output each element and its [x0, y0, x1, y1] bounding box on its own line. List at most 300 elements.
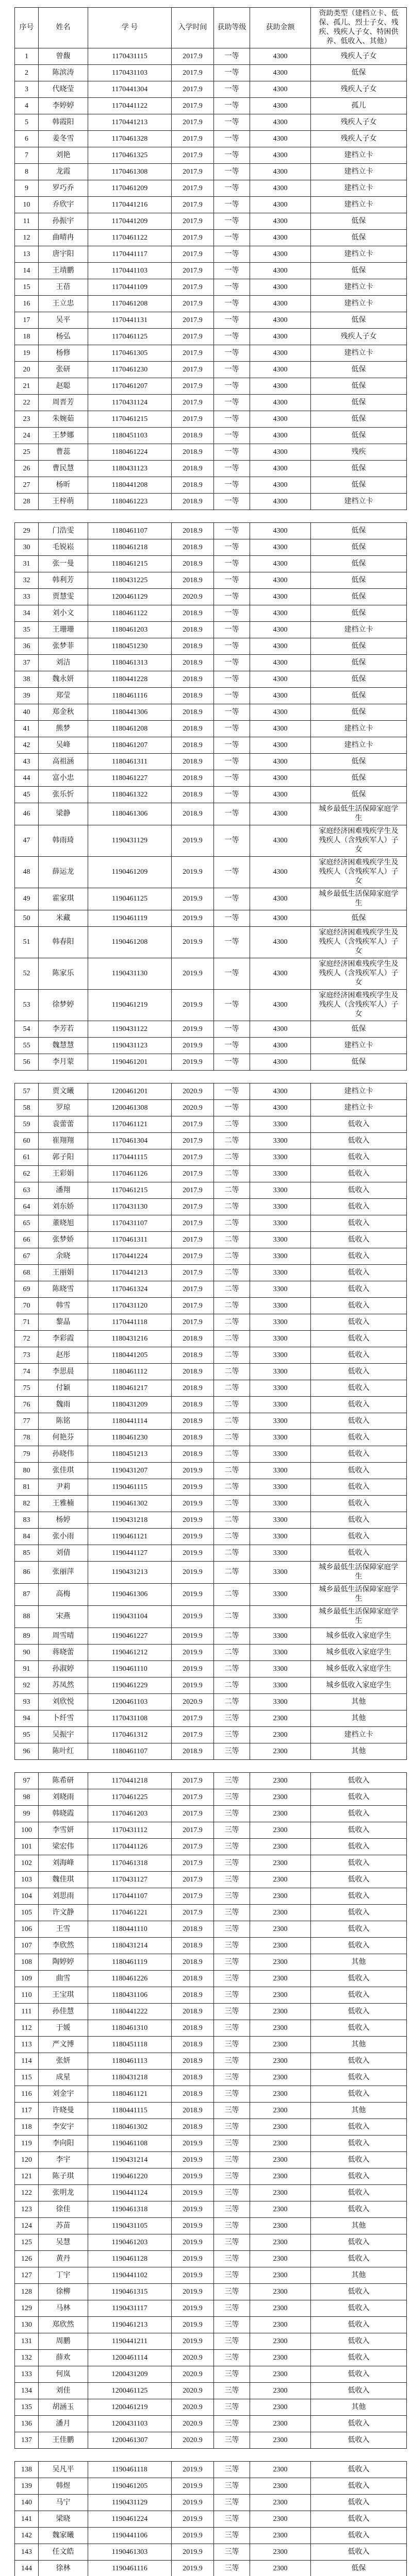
- cell-name: 唐宇阳: [39, 246, 88, 263]
- cell-name: 张一曼: [39, 556, 88, 572]
- cell-type: 低收入: [311, 1921, 407, 1938]
- cell-type: 低收入: [311, 1116, 407, 1133]
- table-row: [15, 1839, 407, 1855]
- cell-level: 一等: [214, 754, 250, 770]
- cell-date: 2018.9: [172, 737, 214, 754]
- cell-date: 2020.9: [172, 2416, 214, 2432]
- cell-type: 城乡低收入家庭学生: [311, 1677, 407, 1694]
- cell-type: 其他: [311, 1694, 407, 1710]
- cell-name: 张梦娇: [39, 1232, 88, 1248]
- cell-type: 其他: [311, 1954, 407, 1971]
- cell-amount: 4300: [250, 721, 311, 737]
- cell-id: 1180461113: [88, 2053, 172, 2070]
- cell-no: 122: [15, 2185, 39, 2201]
- cell-id: 1180461107: [88, 523, 172, 539]
- cell-level: 一等: [214, 230, 250, 246]
- cell-amount: 4300: [250, 888, 311, 910]
- cell-id: 1190461229: [88, 1677, 172, 1694]
- cell-date: 2017.9: [172, 1727, 214, 1743]
- cell-amount: 4300: [250, 638, 311, 655]
- cell-name: 何岚: [39, 2366, 88, 2383]
- cell-amount: 2300: [250, 2037, 311, 2053]
- cell-type: 低收入: [311, 2544, 407, 2561]
- cell-name: 王雅楠: [39, 1496, 88, 1512]
- cell-no: 95: [15, 1727, 39, 1743]
- cell-no: 10: [15, 197, 39, 213]
- cell-type: 低收入: [311, 1529, 407, 1545]
- header-name: 姓名: [39, 8, 88, 48]
- table-row: [15, 523, 407, 539]
- cell-date: 2019.9: [172, 1529, 214, 1545]
- cell-name: 马宁: [39, 2495, 88, 2511]
- cell-date: 2020.9: [172, 2366, 214, 2383]
- cell-name: 陈希研: [39, 1773, 88, 1789]
- cell-id: 1170431124: [88, 395, 172, 411]
- table-row: [15, 1166, 407, 1182]
- cell-amount: 2300: [250, 2333, 311, 2350]
- cell-name: 富小忠: [39, 770, 88, 787]
- cell-name: 李宇: [39, 2152, 88, 2168]
- cell-type: 低保: [311, 263, 407, 279]
- cell-type: 低保: [311, 1054, 407, 1071]
- table-row: [15, 1773, 407, 1789]
- cell-name: 梁晓: [39, 2511, 88, 2528]
- table-row: [15, 1855, 407, 1872]
- cell-no: 32: [15, 572, 39, 589]
- cell-date: 2017.9: [172, 279, 214, 296]
- cell-amount: 2300: [250, 2004, 311, 2020]
- cell-level: 二等: [214, 1182, 250, 1199]
- cell-no: 11: [15, 213, 39, 230]
- cell-date: 2019.9: [172, 2185, 214, 2201]
- cell-name: 刘佳: [39, 2383, 88, 2399]
- cell-type: 低收入: [311, 1496, 407, 1512]
- cell-amount: 2300: [250, 2462, 311, 2478]
- cell-amount: 3300: [250, 1364, 311, 1380]
- table-row: [15, 638, 407, 655]
- cell-amount: 3300: [250, 1512, 311, 1529]
- cell-name: 严文博: [39, 2037, 88, 2053]
- table-row: [15, 1100, 407, 1116]
- cell-date: 2019.9: [172, 1479, 214, 1496]
- cell-amount: 3300: [250, 1166, 311, 1182]
- cell-no: 103: [15, 1872, 39, 1888]
- cell-type: 低收入: [311, 2317, 407, 2333]
- cell-name: 李思晨: [39, 1364, 88, 1380]
- cell-no: 27: [15, 477, 39, 494]
- cell-no: 17: [15, 312, 39, 329]
- cell-id: 1190461108: [88, 2136, 172, 2152]
- cell-level: 二等: [214, 1677, 250, 1694]
- cell-type: 低收入: [311, 1822, 407, 1839]
- cell-date: 2017.9: [172, 1182, 214, 1199]
- cell-amount: 3300: [250, 1645, 311, 1661]
- cell-level: 三等: [214, 2561, 250, 2576]
- table-row: [15, 803, 407, 825]
- cell-date: 2017.9: [172, 197, 214, 213]
- cell-amount: 2300: [250, 1987, 311, 2004]
- cell-id: 1180441208: [88, 477, 172, 494]
- cell-type: 低保: [311, 411, 407, 428]
- cell-amount: 3300: [250, 1380, 311, 1397]
- cell-name: 曲雪: [39, 1971, 88, 1987]
- cell-name: 马林: [39, 2300, 88, 2317]
- cell-date: 2019.9: [172, 1463, 214, 1479]
- cell-amount: 2300: [250, 1839, 311, 1855]
- cell-name: 任文皓: [39, 2544, 88, 2561]
- cell-id: 1190461302: [88, 1496, 172, 1512]
- cell-type: 低收入: [311, 1806, 407, 1822]
- cell-id: 1180461310: [88, 2020, 172, 2037]
- cell-name: 吴慧: [39, 2234, 88, 2251]
- table-row: [15, 411, 407, 428]
- cell-name: 吴振宇: [39, 1727, 88, 1743]
- cell-name: 魏慧慧: [39, 1038, 88, 1054]
- cell-date: 2017.9: [172, 1773, 214, 1789]
- cell-type: 残疾人子女: [311, 329, 407, 345]
- cell-date: 2018.9: [172, 2020, 214, 2037]
- cell-no: 100: [15, 1822, 39, 1839]
- cell-level: 一等: [214, 114, 250, 131]
- cell-name: 高祖涵: [39, 754, 88, 770]
- cell-date: 2020.9: [172, 2350, 214, 2366]
- cell-date: 2019.9: [172, 1628, 214, 1645]
- cell-date: 2019.9: [172, 1496, 214, 1512]
- cell-name: 于媛: [39, 2020, 88, 2037]
- cell-amount: 4300: [250, 688, 311, 704]
- cell-amount: 2300: [250, 2300, 311, 2317]
- cell-name: 李彩霞: [39, 1331, 88, 1347]
- cell-amount: 4300: [250, 345, 311, 362]
- cell-type: 家庭经济困难残疾学生及残疾人（含残疾军人）子女: [311, 990, 407, 1021]
- cell-level: 二等: [214, 1331, 250, 1347]
- cell-date: 2017.9: [172, 1281, 214, 1298]
- cell-date: 2017.9: [172, 213, 214, 230]
- table-row: [15, 825, 407, 857]
- cell-type: 低收入: [311, 1182, 407, 1199]
- cell-no: 59: [15, 1116, 39, 1133]
- cell-id: 1180441114: [88, 1413, 172, 1430]
- cell-level: 二等: [214, 1479, 250, 1496]
- cell-amount: 2300: [250, 2053, 311, 2070]
- cell-amount: 2300: [250, 2168, 311, 2185]
- cell-date: 2020.9: [172, 1083, 214, 1100]
- cell-date: 2019.9: [172, 1021, 214, 1038]
- cell-amount: 4300: [250, 312, 311, 329]
- cell-name: 张丽萍: [39, 1562, 88, 1584]
- cell-name: 周雪晴: [39, 1628, 88, 1645]
- cell-level: 三等: [214, 2053, 250, 2070]
- table-row: [15, 910, 407, 927]
- cell-amount: 2300: [250, 2201, 311, 2218]
- cell-id: 1180461107: [88, 1743, 172, 1760]
- cell-level: 一等: [214, 461, 250, 477]
- table-row: [15, 927, 407, 958]
- cell-name: 贾慧雯: [39, 589, 88, 605]
- cell-name: 孙振宇: [39, 213, 88, 230]
- cell-id: 1190461224: [88, 2511, 172, 2528]
- cell-amount: 3300: [250, 1694, 311, 1710]
- cell-id: 1170461230: [88, 362, 172, 378]
- cell-level: 一等: [214, 378, 250, 395]
- cell-amount: 3300: [250, 1182, 311, 1199]
- cell-level: 三等: [214, 1839, 250, 1855]
- cell-no: 143: [15, 2544, 39, 2561]
- cell-amount: 4300: [250, 428, 311, 444]
- table-row: [15, 114, 407, 131]
- cell-level: 一等: [214, 825, 250, 857]
- cell-date: 2017.9: [172, 180, 214, 197]
- cell-level: 一等: [214, 556, 250, 572]
- cell-id: 1180461313: [88, 655, 172, 671]
- cell-name: 朱婉茹: [39, 411, 88, 428]
- cell-level: 二等: [214, 1298, 250, 1314]
- cell-id: 1190461201: [88, 1054, 172, 1071]
- cell-type: 低收入: [311, 2495, 407, 2511]
- cell-no: 4: [15, 98, 39, 114]
- cell-amount: 2300: [250, 1710, 311, 1727]
- cell-date: 2017.9: [172, 1232, 214, 1248]
- cell-id: 1180461230: [88, 1430, 172, 1446]
- cell-no: 85: [15, 1545, 39, 1562]
- cell-no: 55: [15, 1038, 39, 1054]
- cell-amount: 4300: [250, 296, 311, 312]
- cell-type: 城乡最低生活保障家庭学生: [311, 1584, 407, 1606]
- cell-type: 其他: [311, 1710, 407, 1727]
- cell-type: 残疾人子女: [311, 131, 407, 147]
- cell-level: 三等: [214, 2511, 250, 2528]
- table-row: [15, 1938, 407, 1954]
- cell-level: 二等: [214, 1364, 250, 1380]
- cell-name: 张佳琪: [39, 1463, 88, 1479]
- cell-level: 一等: [214, 246, 250, 263]
- table-row: [15, 2511, 407, 2528]
- cell-level: 三等: [214, 1822, 250, 1839]
- cell-id: 1190461219: [88, 990, 172, 1021]
- cell-amount: 3300: [250, 1116, 311, 1133]
- cell-no: 108: [15, 1954, 39, 1971]
- cell-id: 1170461312: [88, 1727, 172, 1743]
- table-row: [15, 2234, 407, 2251]
- cell-level: 一等: [214, 572, 250, 589]
- cell-name: 张乐忻: [39, 787, 88, 803]
- cell-no: 134: [15, 2383, 39, 2399]
- cell-date: 2020.9: [172, 2383, 214, 2399]
- cell-level: 一等: [214, 477, 250, 494]
- cell-level: 三等: [214, 2317, 250, 2333]
- cell-amount: 2300: [250, 1822, 311, 1839]
- cell-no: 62: [15, 1166, 39, 1182]
- table-row: [15, 2168, 407, 2185]
- cell-level: 一等: [214, 910, 250, 927]
- cell-amount: 2300: [250, 2399, 311, 2416]
- cell-no: 20: [15, 362, 39, 378]
- cell-no: 36: [15, 638, 39, 655]
- cell-date: 2019.9: [172, 1606, 214, 1628]
- cell-level: 一等: [214, 494, 250, 510]
- cell-name: 曾馥: [39, 48, 88, 65]
- cell-name: 罗琼: [39, 1100, 88, 1116]
- cell-level: 一等: [214, 164, 250, 180]
- cell-name: 杨昕: [39, 477, 88, 494]
- cell-id: 1170441224: [88, 1248, 172, 1265]
- cell-level: 一等: [214, 444, 250, 461]
- cell-type: 建档立卡: [311, 345, 407, 362]
- table-row: [15, 1888, 407, 1905]
- cell-id: 1170431103: [88, 65, 172, 81]
- cell-name: 曹民慧: [39, 461, 88, 477]
- cell-id: 1170441115: [88, 1149, 172, 1166]
- cell-type: 家庭经济困难残疾学生及残疾人（含残疾军人）子女: [311, 825, 407, 857]
- cell-name: 曲晴冉: [39, 230, 88, 246]
- cell-id: 1200461129: [88, 589, 172, 605]
- cell-no: 119: [15, 2136, 39, 2152]
- cell-level: 一等: [214, 263, 250, 279]
- cell-no: 9: [15, 180, 39, 197]
- table-row: [15, 1347, 407, 1364]
- cell-amount: 4300: [250, 180, 311, 197]
- cell-id: 1190461318: [88, 2201, 172, 2218]
- cell-date: 2020.9: [172, 2432, 214, 2449]
- cell-id: 1180441110: [88, 1921, 172, 1938]
- table-row: [15, 1971, 407, 1987]
- cell-no: 106: [15, 1921, 39, 1938]
- cell-type: 低保: [311, 572, 407, 589]
- cell-level: 二等: [214, 1512, 250, 1529]
- cell-level: 二等: [214, 1248, 250, 1265]
- cell-type: 低收入: [311, 2416, 407, 2432]
- cell-name: 吴峰: [39, 737, 88, 754]
- table-row: [15, 1479, 407, 1496]
- cell-date: 2018.9: [172, 688, 214, 704]
- cell-date: 2018.9: [172, 671, 214, 688]
- cell-type: 低收入: [311, 2168, 407, 2185]
- cell-type: 家庭经济困难残疾学生及残疾人（含残疾军人）子女: [311, 958, 407, 990]
- cell-date: 2018.9: [172, 704, 214, 721]
- cell-level: 三等: [214, 1888, 250, 1905]
- cell-name: 付颖: [39, 1380, 88, 1397]
- cell-no: 22: [15, 395, 39, 411]
- table-row: [15, 1054, 407, 1071]
- cell-id: 1170441103: [88, 263, 172, 279]
- cell-name: 孙晓伟: [39, 1446, 88, 1463]
- cell-date: 2019.9: [172, 2136, 214, 2152]
- cell-type: 低保: [311, 910, 407, 927]
- cell-type: 低保: [311, 461, 407, 477]
- cell-no: 71: [15, 1314, 39, 1331]
- cell-name: 乔欣宇: [39, 197, 88, 213]
- cell-no: 81: [15, 1479, 39, 1496]
- cell-name: 郑金秋: [39, 704, 88, 721]
- cell-type: 低收入: [311, 1215, 407, 1232]
- cell-level: 三等: [214, 2218, 250, 2234]
- cell-amount: 4300: [250, 927, 311, 958]
- cell-type: 低收入: [311, 2300, 407, 2317]
- cell-amount: 4300: [250, 857, 311, 888]
- cell-no: 80: [15, 1463, 39, 1479]
- cell-name: 徐梦婷: [39, 990, 88, 1021]
- cell-level: 三等: [214, 2399, 250, 2416]
- cell-id: 1170441213: [88, 1265, 172, 1281]
- cell-type: 低收入: [311, 1773, 407, 1789]
- cell-level: 一等: [214, 721, 250, 737]
- cell-amount: 4300: [250, 1038, 311, 1054]
- cell-id: 1180461208: [88, 721, 172, 737]
- cell-no: 113: [15, 2037, 39, 2053]
- cell-type: 建档立卡: [311, 197, 407, 213]
- cell-no: 69: [15, 1281, 39, 1298]
- cell-id: 1170441118: [88, 1314, 172, 1331]
- cell-id: 1190461227: [88, 1628, 172, 1645]
- cell-date: 2018.9: [172, 2037, 214, 2053]
- cell-id: 1170431112: [88, 1822, 172, 1839]
- cell-name: 王珊珊: [39, 622, 88, 638]
- cell-amount: 2300: [250, 2432, 311, 2449]
- table-row: [15, 2086, 407, 2103]
- cell-date: 2018.9: [172, 1397, 214, 1413]
- cell-type: 低保: [311, 378, 407, 395]
- cell-level: 一等: [214, 81, 250, 98]
- cell-amount: 4300: [250, 671, 311, 688]
- cell-date: 2018.9: [172, 539, 214, 556]
- aid-table-section-2: [14, 522, 407, 1071]
- cell-name: 刘欣悦: [39, 1694, 88, 1710]
- cell-level: 三等: [214, 1905, 250, 1921]
- cell-name: 刘艳: [39, 147, 88, 164]
- cell-amount: 4300: [250, 362, 311, 378]
- cell-id: 1190461119: [88, 910, 172, 927]
- cell-amount: 3300: [250, 1397, 311, 1413]
- cell-date: 2018.9: [172, 444, 214, 461]
- cell-date: 2019.9: [172, 2528, 214, 2544]
- cell-no: 133: [15, 2366, 39, 2383]
- cell-name: 黄丹: [39, 2251, 88, 2267]
- cell-level: 三等: [214, 2383, 250, 2399]
- cell-id: 1170461318: [88, 1855, 172, 1872]
- cell-name: 韩雨琦: [39, 825, 88, 857]
- table-row: [15, 2201, 407, 2218]
- cell-date: 2018.9: [172, 754, 214, 770]
- cell-type: 建档立卡: [311, 279, 407, 296]
- cell-id: 1170461225: [88, 1789, 172, 1806]
- cell-level: 三等: [214, 2432, 250, 2449]
- cell-id: 1170461203: [88, 1806, 172, 1822]
- cell-id: 1180461217: [88, 1380, 172, 1397]
- cell-level: 二等: [214, 1446, 250, 1463]
- cell-type: 低收入: [311, 1430, 407, 1446]
- cell-level: 一等: [214, 958, 250, 990]
- cell-type: 低保: [311, 655, 407, 671]
- cell-date: 2018.9: [172, 2004, 214, 2020]
- table-row: [15, 2004, 407, 2020]
- cell-id: 1190461118: [88, 2462, 172, 2478]
- cell-name: 吴凡平: [39, 2462, 88, 2478]
- table-row: [15, 428, 407, 444]
- cell-no: 63: [15, 1182, 39, 1199]
- cell-amount: 2300: [250, 2495, 311, 2511]
- cell-no: 131: [15, 2333, 39, 2350]
- cell-name: 陈子琪: [39, 2168, 88, 2185]
- cell-no: 73: [15, 1347, 39, 1364]
- cell-level: 一等: [214, 990, 250, 1021]
- cell-name: 罗巧乔: [39, 180, 88, 197]
- cell-id: 1190461315: [88, 2284, 172, 2300]
- cell-date: 2018.9: [172, 1971, 214, 1987]
- cell-type: 低收入: [311, 1298, 407, 1314]
- cell-name: 李月蒙: [39, 1054, 88, 1071]
- cell-id: 1170461325: [88, 147, 172, 164]
- cell-level: 一等: [214, 1083, 250, 1100]
